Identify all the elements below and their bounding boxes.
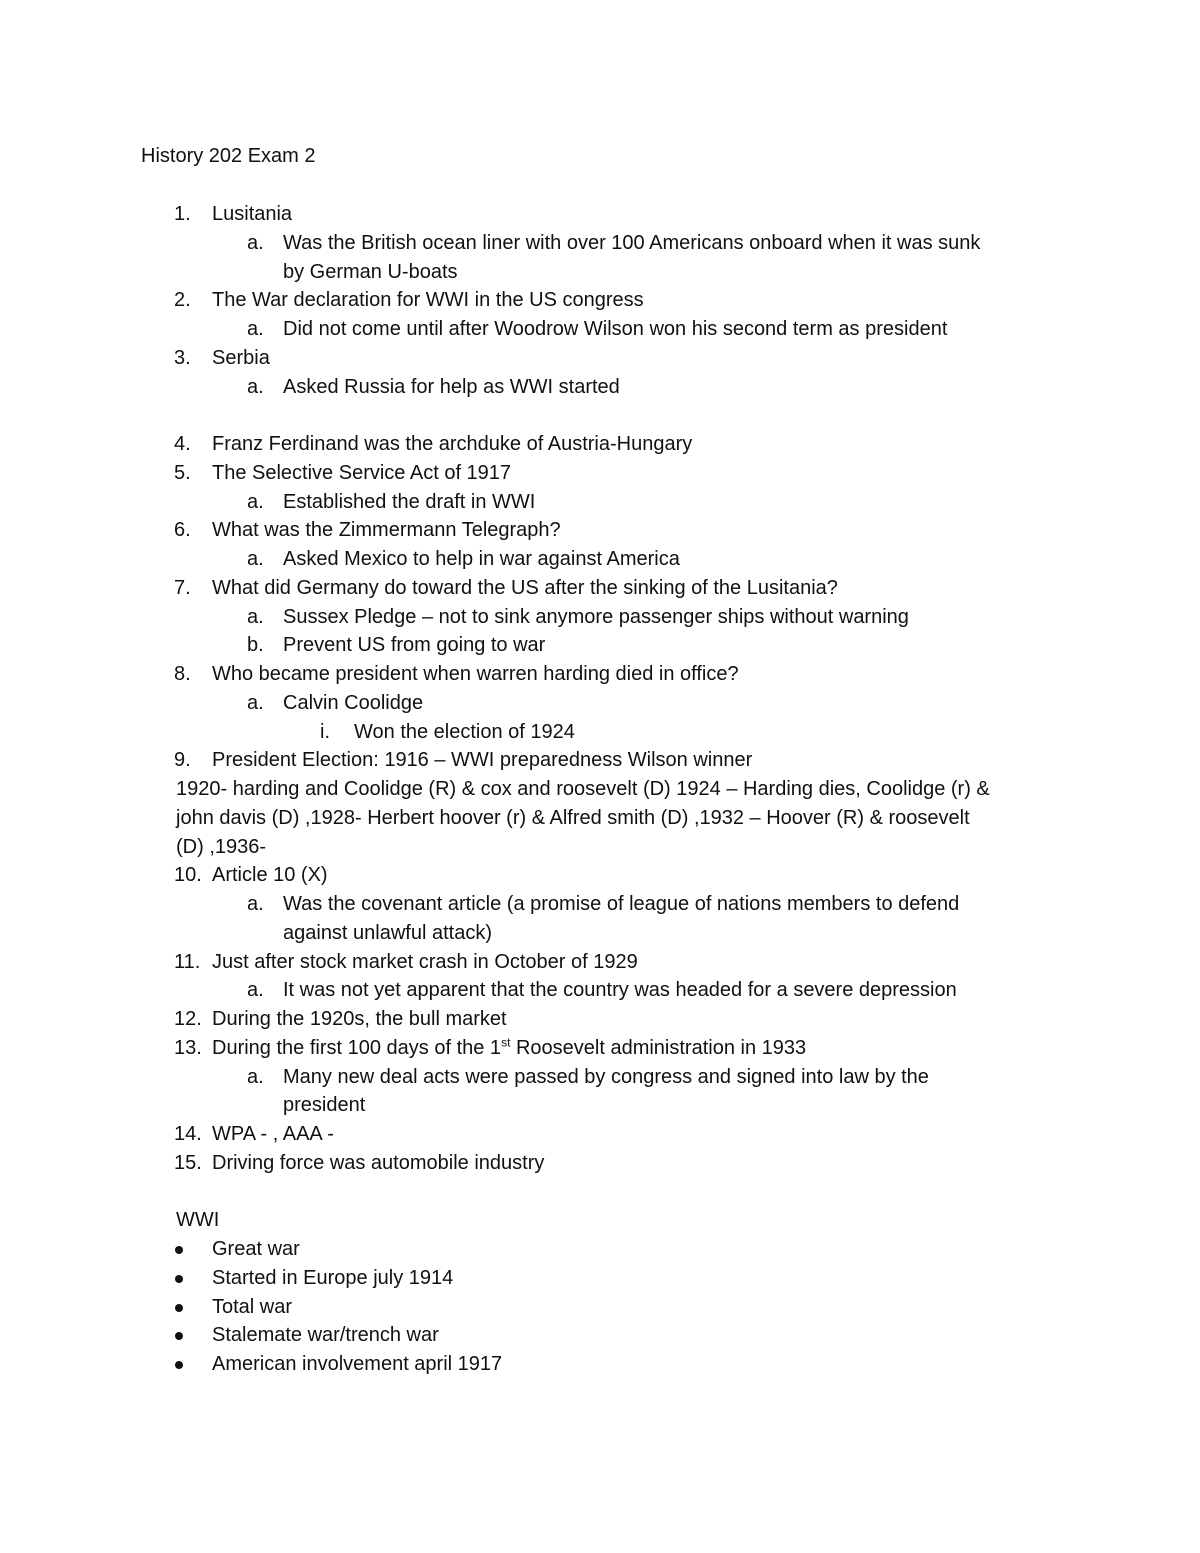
paragraph-text: john davis (D) ,1928- Herbert hoover (r) & Alfred smith (D) ,1932 – Hoover (R) & roosevelt — [176, 806, 970, 829]
ordinal-superscript: st — [501, 1035, 511, 1050]
sub-item-text: Was the British ocean liner with over 100 Americans onboard when it was sunk — [283, 231, 981, 254]
sub-item-text: Prevent US from going to war — [283, 634, 546, 657]
item-number: 6. — [174, 519, 191, 542]
bullet-icon — [175, 1361, 183, 1369]
list-item — [0, 861, 1200, 890]
section-heading-line — [0, 1206, 1200, 1235]
blank-line — [0, 401, 1200, 430]
bullet-item — [0, 1235, 1200, 1264]
list-item — [0, 459, 1200, 488]
item-number: 1. — [174, 203, 191, 225]
item-text: Just after stock market crash in October of 1929 — [212, 950, 638, 973]
sub-item — [0, 229, 1200, 258]
bullet-icon — [175, 1332, 183, 1340]
item-number: 9. — [174, 749, 191, 772]
sub-item — [0, 315, 1200, 344]
item-text: What did Germany do toward the US after the sinking of the Lusitania? — [212, 576, 838, 599]
sub-item-text: Calvin Coolidge — [283, 691, 424, 714]
sub-item-text: Did not come until after Woodrow Wilson won his second term as president — [283, 318, 948, 340]
paragraph-line — [0, 833, 1200, 862]
item-number: 5. — [174, 461, 191, 484]
bullet-text: Total war — [212, 1295, 293, 1318]
sub-sub-item — [0, 718, 1200, 747]
sub-item-text: by German U-boats — [283, 260, 458, 283]
sub-sub-item-text: Won the election of 1924 — [354, 720, 575, 743]
bullet-icon — [175, 1304, 183, 1312]
item-number: 8. — [174, 663, 191, 685]
sub-item — [0, 689, 1200, 718]
sub-item-text: Established the draft in WWI — [283, 490, 536, 513]
item-text: The War declaration for WWI in the US congress — [212, 289, 644, 312]
item-number: 12. — [174, 1008, 202, 1030]
bullet-item — [0, 1293, 1200, 1322]
list-item — [0, 660, 1200, 689]
sub-item — [0, 603, 1200, 632]
sub-item-text: president — [283, 1094, 366, 1117]
bullet-item — [0, 1321, 1200, 1350]
item-text: Article 10 (X) — [212, 864, 328, 887]
sub-item-marker: a. — [247, 548, 264, 570]
sub-item — [0, 631, 1200, 660]
sub-sub-item-marker: i. — [320, 720, 330, 743]
sub-item-marker: a. — [247, 318, 264, 340]
item-text: Who became president when warren harding died in office? — [212, 663, 739, 685]
list-item — [0, 200, 1200, 229]
list-item — [0, 1149, 1200, 1178]
sub-item-marker: a. — [247, 893, 264, 915]
item-number: 7. — [174, 576, 191, 599]
sub-item-text: Many new deal acts were passed by congress and signed into law by the — [283, 1065, 929, 1088]
sub-item-marker: a. — [247, 1065, 264, 1088]
bullet-text: Started in Europe july 1914 — [212, 1266, 454, 1289]
page-title: History 202 Exam 2 — [141, 145, 316, 167]
bullet-text: Great war — [212, 1238, 300, 1260]
sub-item — [0, 373, 1200, 402]
list-item — [0, 430, 1200, 459]
list-item — [0, 1034, 1200, 1063]
item-number: 15. — [174, 1151, 202, 1174]
item-text: WPA - , AAA - — [212, 1123, 334, 1145]
sub-item-marker: a. — [247, 605, 264, 628]
item-text: Franz Ferdinand was the archduke of Austria-Hungary — [212, 433, 693, 455]
paragraph-text: (D) ,1936- — [176, 835, 267, 858]
sub-item — [0, 545, 1200, 574]
sub-item — [0, 890, 1200, 919]
list-item — [0, 574, 1200, 603]
item-number: 2. — [174, 289, 191, 312]
sub-item-marker: a. — [247, 490, 264, 513]
paragraph-text: 1920- harding and Coolidge (R) & cox and roosevelt (D) 1924 – Harding dies, Coolidge (r) & — [176, 778, 990, 800]
list-item — [0, 1005, 1200, 1034]
sub-item-marker: a. — [247, 979, 264, 1002]
bullet-icon — [175, 1246, 183, 1254]
item-text: Lusitania — [212, 203, 293, 225]
list-item — [0, 1120, 1200, 1149]
list-item — [0, 948, 1200, 977]
item-text — [212, 1034, 806, 1063]
sub-item-continuation — [0, 919, 1200, 948]
item-text-part: Roosevelt administration in 1933 — [510, 1036, 807, 1059]
paragraph-line — [0, 775, 1200, 804]
item-number: 13. — [174, 1036, 202, 1059]
item-text: The Selective Service Act of 1917 — [212, 461, 512, 484]
list-item — [0, 516, 1200, 545]
item-text: Serbia — [212, 346, 270, 369]
item-number: 4. — [174, 433, 191, 455]
item-number: 14. — [174, 1123, 202, 1145]
bullet-item — [0, 1350, 1200, 1379]
sub-item — [0, 1063, 1200, 1092]
bullet-item — [0, 1264, 1200, 1293]
sub-item — [0, 976, 1200, 1005]
sub-item-text: Sussex Pledge – not to sink anymore passenger ships without warning — [283, 605, 909, 628]
bullet-text: American involvement april 1917 — [212, 1353, 503, 1375]
question-list — [0, 200, 1200, 1379]
item-number: 10. — [174, 864, 202, 887]
sub-item-text: against unlawful attack) — [283, 921, 493, 944]
sub-item-continuation — [0, 1091, 1200, 1120]
item-number: 11. — [174, 950, 201, 973]
paragraph-line — [0, 804, 1200, 833]
list-item — [0, 344, 1200, 373]
item-number: 3. — [174, 346, 191, 369]
list-item — [0, 286, 1200, 315]
item-text-part: During the first 100 days of the 1 — [212, 1036, 502, 1059]
sub-item-text: It was not yet apparent that the country was headed for a severe depression — [283, 979, 957, 1002]
list-item — [0, 746, 1200, 775]
sub-item-marker: a. — [247, 375, 264, 398]
sub-item — [0, 488, 1200, 517]
item-text: During the 1920s, the bull market — [212, 1008, 507, 1030]
sub-item-marker: b. — [247, 634, 264, 657]
sub-item-text: Asked Russia for help as WWI started — [283, 375, 620, 398]
sub-item-marker: a. — [247, 231, 264, 254]
item-text: President Election: 1916 – WWI preparedness Wilson winner — [212, 749, 753, 772]
item-text: Driving force was automobile industry — [212, 1151, 545, 1174]
bullet-text: Stalemate war/trench war — [212, 1324, 439, 1347]
blank-line — [0, 1178, 1200, 1207]
sub-item-continuation — [0, 258, 1200, 287]
bullet-icon — [175, 1275, 183, 1283]
sub-item-marker: a. — [247, 691, 264, 714]
item-text: What was the Zimmermann Telegraph? — [212, 519, 561, 542]
section-heading: WWI — [176, 1209, 220, 1232]
sub-item-text: Asked Mexico to help in war against America — [283, 548, 680, 570]
sub-item-text: Was the covenant article (a promise of league of nations members to defend — [283, 893, 960, 915]
